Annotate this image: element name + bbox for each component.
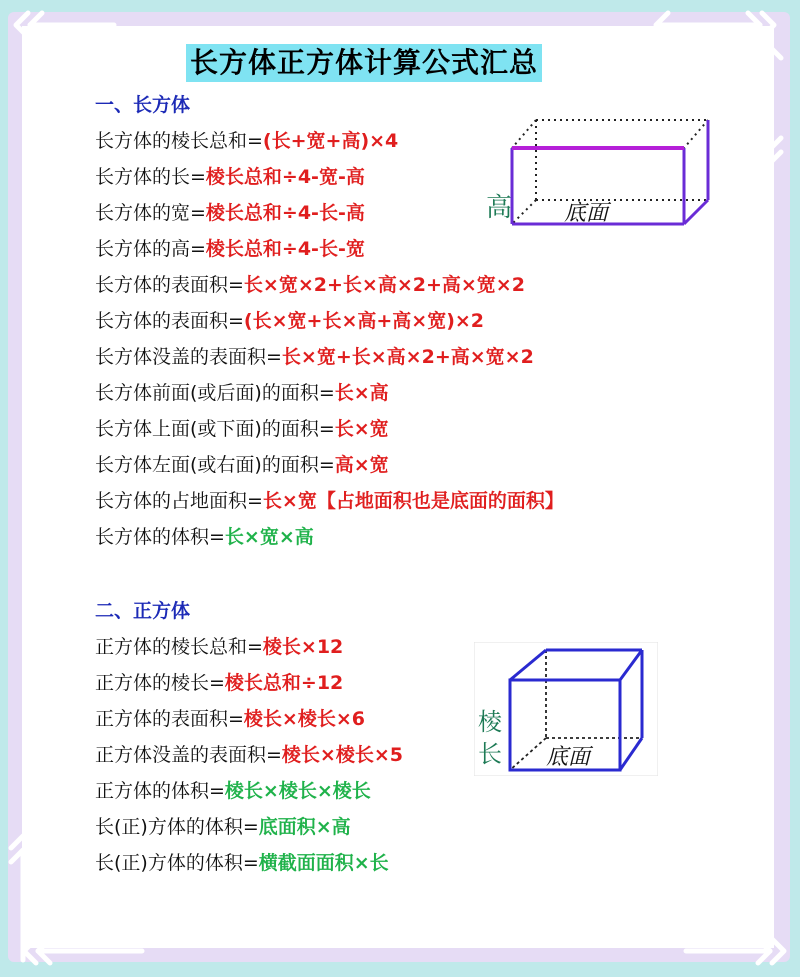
formula-label: 长方体的体积= bbox=[95, 526, 225, 548]
formula-label: 长方体左面(或右面)的面积= bbox=[95, 454, 335, 476]
cuboid-diagram bbox=[482, 112, 714, 234]
formula-label: 长方体的占地面积= bbox=[95, 490, 263, 512]
formula-line bbox=[95, 776, 371, 803]
decor-arrow-top-right-icon bbox=[650, 8, 780, 42]
decor-arrow-bottom-left-icon bbox=[18, 934, 148, 968]
formula-line bbox=[95, 486, 564, 513]
decor-arrow-top-left-icon bbox=[10, 8, 120, 42]
formula-value: (长×宽+长×高+高×宽)×2 bbox=[243, 310, 485, 332]
formula-label: 长(正)方体的体积= bbox=[95, 852, 259, 874]
formula-label: 长方体的高= bbox=[95, 238, 206, 260]
cuboid-height-label: 高 bbox=[486, 193, 513, 223]
formula-line bbox=[95, 126, 398, 153]
formula-line bbox=[95, 342, 534, 369]
section-heading-cube: 二、正方体 bbox=[95, 600, 191, 622]
formula-label: 长方体没盖的表面积= bbox=[95, 346, 282, 368]
page-title: 长方体正方体计算公式汇总 bbox=[186, 44, 542, 82]
cube-edge-label-1: 棱 bbox=[478, 708, 502, 736]
cube-edge-label-2: 长 bbox=[478, 740, 502, 768]
formula-line bbox=[95, 450, 389, 477]
formula-label: 正方体的棱长= bbox=[95, 672, 225, 694]
formula-label: 长方体的棱长总和= bbox=[95, 130, 263, 152]
formula-value: 长×宽×2+长×高×2+高×宽×2 bbox=[243, 274, 525, 296]
formula-label: 长(正)方体的体积= bbox=[95, 816, 259, 838]
formula-line bbox=[95, 704, 365, 731]
formula-value: 棱长×棱长×棱长 bbox=[224, 780, 371, 802]
formula-label: 正方体的体积= bbox=[95, 780, 225, 802]
formula-value: 棱长总和÷4-长-高 bbox=[205, 202, 365, 224]
formula-line bbox=[95, 668, 343, 695]
cube-base-label: 底面 bbox=[546, 745, 591, 770]
formula-label: 正方体没盖的表面积= bbox=[95, 744, 282, 766]
formula-label: 长方体的长= bbox=[95, 166, 206, 188]
formula-line bbox=[95, 306, 484, 333]
formula-label: 长方体上面(或下面)的面积= bbox=[95, 418, 335, 440]
cuboid-base-label: 底面 bbox=[564, 201, 609, 226]
formula-value: 棱长×棱长×6 bbox=[243, 708, 365, 730]
formula-line bbox=[95, 198, 365, 225]
formula-value: 横截面面积×长 bbox=[258, 852, 389, 874]
formula-label: 长方体前面(或后面)的面积= bbox=[95, 382, 335, 404]
formula-line bbox=[95, 848, 389, 875]
formula-value: 棱长×12 bbox=[262, 636, 344, 658]
formula-value: (长+宽+高)×4 bbox=[262, 130, 399, 152]
formula-value: 长×宽 bbox=[334, 418, 389, 440]
decor-arrow-right-vertical-icon bbox=[752, 40, 786, 170]
formula-value: 棱长总和÷12 bbox=[224, 672, 344, 694]
formula-line bbox=[95, 234, 365, 261]
section-heading-cuboid: 一、长方体 bbox=[95, 94, 191, 116]
formula-line bbox=[95, 378, 389, 405]
formula-line bbox=[95, 740, 403, 767]
formula-value: 棱长总和÷4-宽-高 bbox=[205, 166, 365, 188]
formula-value: 棱长总和÷4-长-宽 bbox=[205, 238, 365, 260]
formula-value: 棱长×棱长×5 bbox=[281, 744, 403, 766]
cube-diagram bbox=[474, 642, 658, 776]
formula-value: 底面积×高 bbox=[258, 816, 351, 838]
formula-line bbox=[95, 270, 525, 297]
formula-line bbox=[95, 162, 365, 189]
formula-value: 长×宽+长×高×2+高×宽×2 bbox=[281, 346, 534, 368]
formula-line bbox=[95, 414, 389, 441]
formula-label: 长方体的表面积= bbox=[95, 310, 244, 332]
formula-value: 高×宽 bbox=[334, 454, 389, 476]
formula-value: 长×宽×高 bbox=[224, 526, 314, 548]
decor-arrow-bottom-right-icon bbox=[680, 934, 790, 968]
formula-label: 正方体的棱长总和= bbox=[95, 636, 263, 658]
formula-line bbox=[95, 632, 343, 659]
formula-value: 长×高 bbox=[334, 382, 389, 404]
formula-label: 正方体的表面积= bbox=[95, 708, 244, 730]
formula-label: 长方体的表面积= bbox=[95, 274, 244, 296]
formula-label: 长方体的宽= bbox=[95, 202, 206, 224]
formula-line bbox=[95, 812, 351, 839]
formula-line bbox=[95, 522, 314, 549]
formula-value: 长×宽【占地面积也是底面的面积】 bbox=[262, 490, 564, 512]
